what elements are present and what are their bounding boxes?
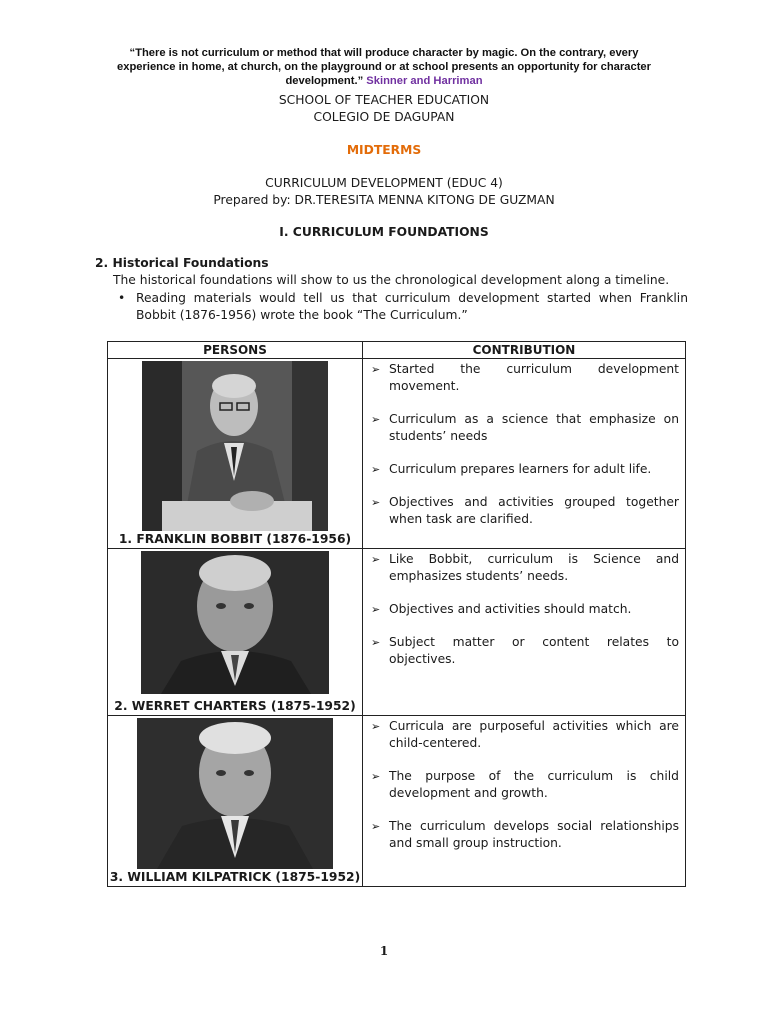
prepared-by: Prepared by: DR.TERESITA MENNA KITONG DE GUZMAN bbox=[213, 193, 555, 207]
contribution-text: Curriculum as a science that emphasize on students’ needs bbox=[389, 412, 679, 443]
table-row bbox=[108, 716, 686, 887]
contribution-list bbox=[363, 716, 685, 852]
foundations-table bbox=[107, 341, 686, 887]
table-row bbox=[108, 359, 686, 549]
list-item bbox=[371, 551, 679, 585]
list-item bbox=[371, 601, 679, 618]
arrow-bullet-icon: ➢ bbox=[371, 770, 381, 783]
contribution-cell bbox=[363, 549, 686, 716]
list-item bbox=[371, 411, 679, 445]
course-title: CURRICULUM DEVELOPMENT (EDUC 4) bbox=[265, 176, 503, 190]
arrow-bullet-icon: ➢ bbox=[371, 413, 381, 426]
arrow-bullet-icon: ➢ bbox=[371, 553, 381, 566]
term-label: MIDTERMS bbox=[346, 143, 422, 157]
list-item bbox=[371, 461, 679, 478]
subsection-title: 2. Historical Foundations bbox=[95, 256, 269, 270]
bullet-item bbox=[118, 290, 688, 324]
contribution-list bbox=[363, 359, 685, 528]
contribution-text: Like Bobbit, curriculum is Science and emphasizes students’ needs. bbox=[389, 552, 679, 583]
arrow-bullet-icon: ➢ bbox=[371, 363, 381, 376]
person-name: 3. WILLIAM KILPATRICK (1875-1952) bbox=[109, 870, 361, 884]
contribution-text: Subject matter or content relates to objectives. bbox=[389, 635, 679, 666]
epigraph-quote bbox=[100, 46, 668, 88]
list-item bbox=[371, 634, 679, 668]
portrait-photo-bobbit bbox=[142, 361, 328, 531]
list-item bbox=[371, 718, 679, 752]
person-cell bbox=[108, 359, 363, 549]
person-name: 1. FRANKLIN BOBBIT (1876-1956) bbox=[118, 532, 352, 546]
arrow-bullet-icon: ➢ bbox=[371, 496, 381, 509]
table-row bbox=[108, 549, 686, 716]
school-name: SCHOOL OF TEACHER EDUCATION bbox=[278, 93, 490, 107]
person-cell bbox=[108, 549, 363, 716]
contribution-text: Curriculum prepares learners for adult life. bbox=[389, 462, 652, 476]
contribution-text: The curriculum develops social relationships and small group instruction. bbox=[389, 819, 679, 850]
arrow-bullet-icon: ➢ bbox=[371, 636, 381, 649]
subsection-intro: The historical foundations will show to us the chronological development along a timeline. bbox=[113, 273, 670, 287]
arrow-bullet-icon: ➢ bbox=[371, 603, 381, 616]
quote-text: “There is not curriculum or method that will produce character by magic. On the contrary, every experience in home, at church, on the playground or at school presents an opportunity for character development.” bbox=[117, 47, 651, 87]
list-item bbox=[371, 818, 679, 852]
contribution-list bbox=[363, 549, 685, 668]
portrait-photo-charters bbox=[141, 551, 329, 694]
header-persons: PERSONS bbox=[108, 342, 363, 359]
person-name: 2. WERRET CHARTERS (1875-1952) bbox=[114, 699, 356, 713]
contribution-cell bbox=[363, 359, 686, 549]
contribution-text: Curricula are purposeful activities which are child-centered. bbox=[389, 719, 679, 750]
section-title: I. CURRICULUM FOUNDATIONS bbox=[279, 225, 489, 239]
bullet-icon: • bbox=[118, 291, 126, 305]
list-item bbox=[371, 361, 679, 395]
portrait-photo-kilpatrick bbox=[137, 718, 333, 869]
list-item bbox=[371, 768, 679, 802]
contribution-text: The purpose of the curriculum is child development and growth. bbox=[389, 769, 679, 800]
list-item bbox=[371, 494, 679, 528]
college-name: COLEGIO DE DAGUPAN bbox=[313, 110, 455, 124]
header-contribution: CONTRIBUTION bbox=[363, 342, 686, 359]
arrow-bullet-icon: ➢ bbox=[371, 820, 381, 833]
person-cell bbox=[108, 716, 363, 887]
arrow-bullet-icon: ➢ bbox=[371, 463, 381, 476]
contribution-text: Objectives and activities grouped together when task are clarified. bbox=[389, 495, 679, 526]
quote-author: Skinner and Harriman bbox=[366, 75, 483, 87]
contribution-text: Started the curriculum development movement. bbox=[389, 362, 679, 393]
arrow-bullet-icon: ➢ bbox=[371, 720, 381, 733]
page-number: 1 bbox=[379, 944, 389, 958]
bullet-text: Reading materials would tell us that curriculum development started when Franklin Bobbit (1876-1956) wrote the book “The Curriculum.” bbox=[136, 291, 688, 322]
contribution-text: Objectives and activities should match. bbox=[389, 602, 632, 616]
table-header-row bbox=[108, 342, 686, 359]
contribution-cell bbox=[363, 716, 686, 887]
